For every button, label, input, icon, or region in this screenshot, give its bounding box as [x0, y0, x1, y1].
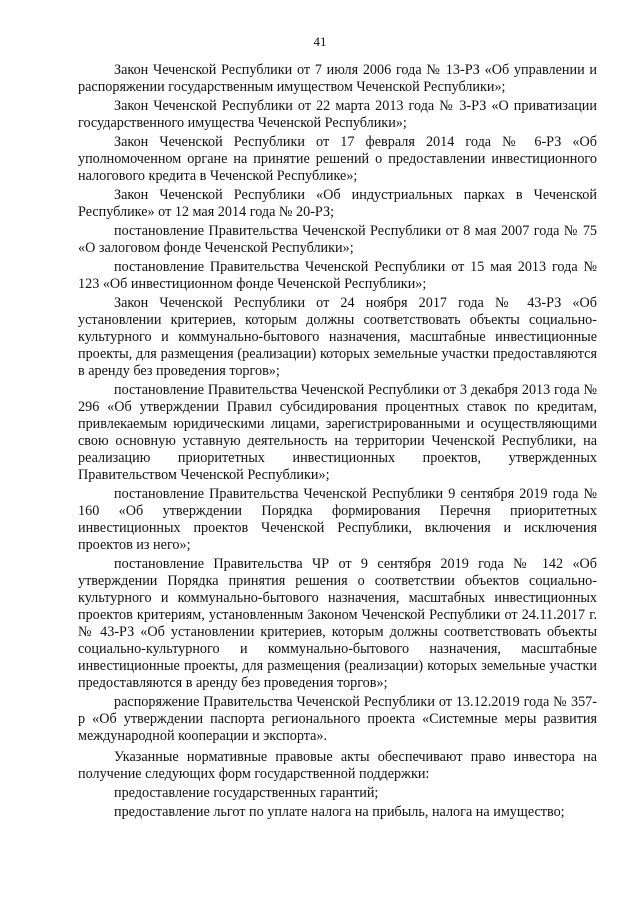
paragraph-law-3rz: Закон Чеченской Республики от 22 марта 2013 года № 3-РЗ «О приватизации государственного имущества Чеченской Республики»;: [78, 98, 597, 131]
paragraph-law-6rz: Закон Чеченской Республики от 17 февраля 2014 года № 6-РЗ «Об уполномоченном органе на принятие решений о предоставлении инвестиционного налогового кредита в Чеченской Республике»;: [78, 134, 597, 184]
paragraph-resolution-296: постановление Правительства Чеченской Республики от 3 декабря 2013 года № 296 «Об утверждении Правил субсидирования процентных ставок по кредитам, привлекаемым юридическими лицами, зарегистрированными и осуществляющими свою основную уставную деятельность на территории Чеченской Республики, на реализацию приоритетных инвестиционных проектов, утвержденных Правительством Чеченской Республики»;: [78, 382, 597, 483]
page-number: 41: [313, 34, 327, 49]
paragraph-tax-benefits: предоставление льгот по уплате налога на прибыль, налога на имущество;: [114, 804, 565, 820]
paragraph-law-20rz: Закон Чеченской Республики «Об индустриальных парках в Чеченской Республике» от 12 мая 2014 года № 20-РЗ;: [78, 187, 597, 220]
paragraph-resolution-142: постановление Правительства ЧР от 9 сентября 2019 года № 142 «Об утверждении Порядка принятия решения о соответствии объектов социально-культурного и коммунально-бытового назначения, масштабных инвестиционных проектов критериям, установленным Законом Чеченской Республики от 24.11.2017 г. № 43-РЗ «Об установлении критериев, которым должны соответствовать объекты социально-культурного и коммунально-бытового назначения, масштабные инвестиционные проекты, для размещения (реализации) которых земельные участки предоставляются в аренду без проведения торгов»;: [78, 556, 597, 691]
paragraph-order-357r: распоряжение Правительства Чеченской Республики от 13.12.2019 года № 357-р «Об утверждении паспорта регионального проекта «Системные меры развития международной кооперации и экспорта».: [78, 694, 597, 744]
paragraph-resolution-123: постановление Правительства Чеченской Республики от 15 мая 2013 года № 123 «Об инвестиционном фонде Чеченской Республики»;: [78, 259, 597, 292]
paragraph-resolution-160: постановление Правительства Чеченской Республики 9 сентября 2019 года № 160 «Об утверждении Порядка формирования Перечня приоритетных инвестиционных проектов Чеченской Республики, включения и исключения проектов из него»;: [78, 486, 597, 553]
paragraph-law-43rz: Закон Чеченской Республики от 24 ноября 2017 года № 43-РЗ «Об установлении критериев, которым должны соответствовать объекты социально-культурного и коммунально-бытового назначения, масштабные инвестиционные проекты, для размещения (реализации) которых земельные участки предоставляются в аренду без проведения торгов»;: [78, 295, 597, 379]
paragraph-support-forms-intro: Указанные нормативные правовые акты обеспечивают право инвестора на получение следующих форм государственной поддержки:: [78, 749, 597, 782]
paragraph-resolution-75: постановление Правительства Чеченской Республики от 8 мая 2007 года № 75 «О залоговом фонде Чеченской Республики»;: [78, 223, 597, 256]
paragraph-state-guarantees: предоставление государственных гарантий;: [114, 785, 379, 801]
document-body: [78, 62, 597, 823]
paragraph-law-13rz: Закон Чеченской Республики от 7 июля 2006 года № 13-РЗ «Об управлении и распоряжении государственным имуществом Чеченской Республики»;: [78, 62, 597, 95]
